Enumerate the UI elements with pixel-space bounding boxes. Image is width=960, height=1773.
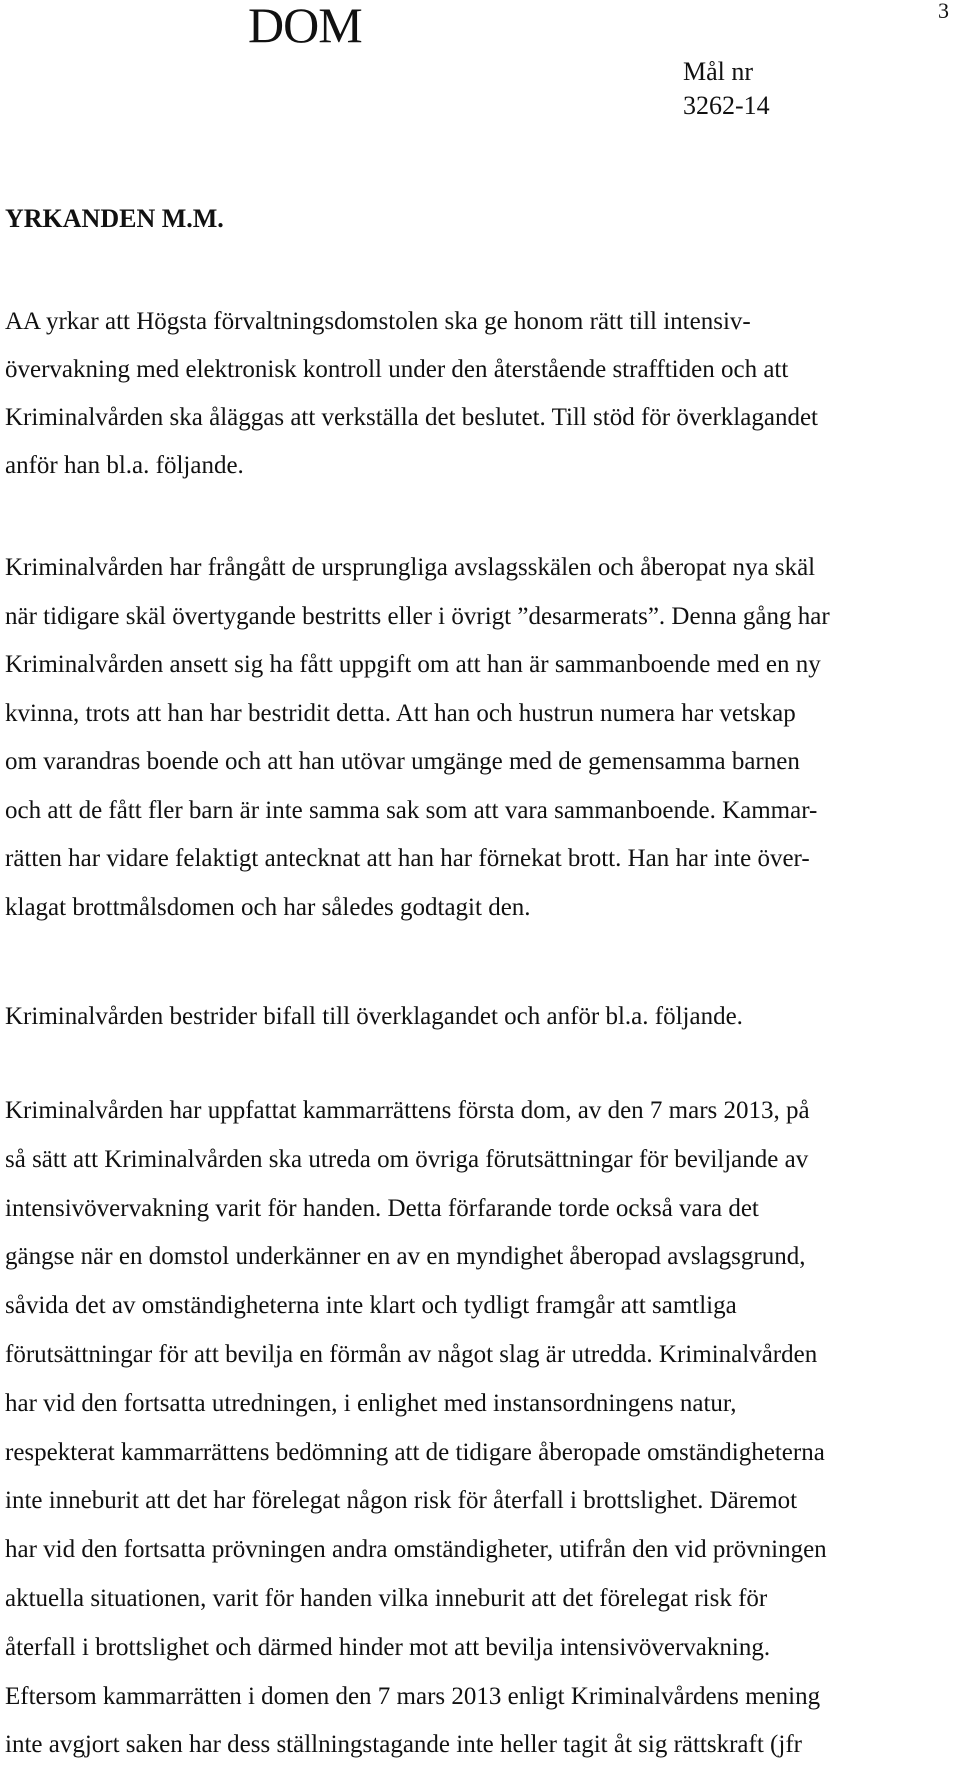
text-line: gängse när en domstol underkänner en av en myndighet åberopad avslagsgrund, bbox=[5, 1243, 806, 1271]
text-line: respekterat kammarrättens bedömning att de tidigare åberopade omständigheterna bbox=[5, 1438, 825, 1466]
text-line: och att de fått fler barn är inte samma sak som att vara sammanboende. Kammar- bbox=[5, 796, 818, 824]
case-number: 3262-14 bbox=[683, 91, 770, 120]
text-line: så sätt att Kriminalvården ska utreda om övriga förutsättningar för beviljande av bbox=[5, 1145, 809, 1173]
case-number-label: Mål nr bbox=[683, 57, 754, 86]
text-line: aktuella situationen, varit för handen vilka inneburit att det förelegat risk för bbox=[5, 1584, 768, 1612]
text-line: såvida det av omständigheterna inte klart och tydligt framgår att samtliga bbox=[5, 1292, 737, 1320]
text-line: återfall i brottslighet och därmed hinder mot att bevilja intensivövervakning. bbox=[5, 1633, 771, 1661]
text-line: rätten har vidare felaktigt antecknat att han har förnekat brott. Han har inte över- bbox=[5, 845, 810, 872]
text-line: Kriminalvården ska åläggas att verkställa det beslutet. Till stöd för överklagandet bbox=[5, 404, 818, 431]
text-line: om varandras boende och att han utövar umgänge med de gemensamma barnen bbox=[5, 748, 800, 775]
text-line: Kriminalvården bestrider bifall till överklagandet och anför bl.a. följande. bbox=[5, 1003, 743, 1030]
text-line: övervakning med elektronisk kontroll under den återstående strafftiden och att bbox=[5, 356, 789, 383]
text-line: Kriminalvården har frångått de ursprungliga avslagsskälen och åberopat nya skäl bbox=[5, 554, 816, 581]
text-line: inte inneburit att det har förelegat någon risk för återfall i brottslighet. Däremot bbox=[5, 1487, 798, 1515]
paragraph-claim bbox=[5, 298, 940, 490]
section-heading: YRKANDEN M.M. bbox=[5, 204, 224, 233]
text-line: inte avgjort saken har dess ställningstagande inte heller tagit åt sig rättskraft (jfr bbox=[5, 1731, 802, 1759]
page-number: 3 bbox=[938, 0, 949, 23]
text-line: förutsättningar för att bevilja en förmån av något slag är utredda. Kriminalvården bbox=[5, 1340, 818, 1368]
text-line: anför han bl.a. följande. bbox=[5, 452, 244, 479]
text-line: har vid den fortsatta prövningen andra omständigheter, utifrån den vid prövningen bbox=[5, 1536, 827, 1564]
text-line: AA yrkar att Högsta förvaltningsdomstolen ska ge honom rätt till intensiv- bbox=[5, 308, 751, 335]
text-line: Eftersom kammarrätten i domen den 7 mars 2013 enligt Kriminalvårdens mening bbox=[5, 1682, 821, 1710]
text-line: när tidigare skäl övertygande bestritts eller i övrigt ”desarmerats”. Denna gång har bbox=[5, 602, 830, 630]
paragraph-response-intro bbox=[5, 993, 940, 1041]
paragraph-response-arguments bbox=[5, 1087, 940, 1770]
document-title: DOM bbox=[248, 0, 362, 53]
paragraph-appellant-arguments bbox=[5, 544, 940, 932]
text-line: klagat brottmålsdomen och har således godtagit den. bbox=[5, 893, 531, 921]
text-line: har vid den fortsatta utredningen, i enlighet med instansordningens natur, bbox=[5, 1389, 737, 1417]
text-line: Kriminalvården ansett sig ha fått uppgift om att han är sammanboende med en ny bbox=[5, 651, 821, 678]
text-line: Kriminalvården har uppfattat kammarrättens första dom, av den 7 mars 2013, på bbox=[5, 1097, 810, 1124]
text-line: kvinna, trots att han har bestridit detta. Att han och hustrun numera har vetskap bbox=[5, 699, 796, 727]
text-line: intensivövervakning varit för handen. Detta förfarande torde också vara det bbox=[5, 1194, 759, 1222]
